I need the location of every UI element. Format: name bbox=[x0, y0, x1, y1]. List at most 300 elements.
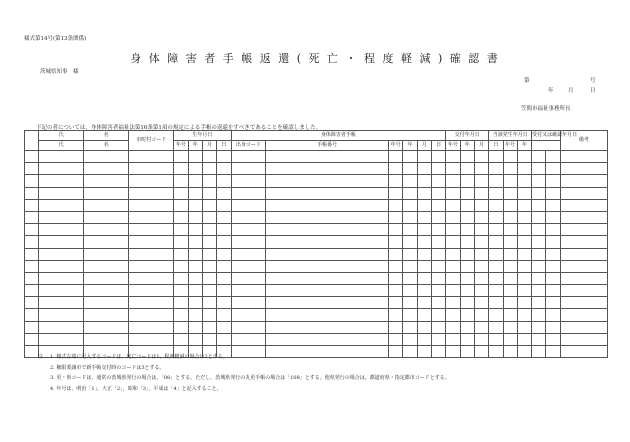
table-cell[interactable] bbox=[231, 199, 266, 211]
table-cell[interactable] bbox=[84, 199, 129, 211]
table-cell[interactable] bbox=[174, 272, 188, 284]
table-cell[interactable] bbox=[546, 321, 560, 333]
table-cell[interactable] bbox=[25, 199, 39, 211]
table-cell[interactable] bbox=[129, 187, 174, 199]
table-cell[interactable] bbox=[174, 224, 188, 236]
table-cell[interactable] bbox=[25, 333, 39, 345]
table-cell[interactable] bbox=[389, 199, 403, 211]
table-cell[interactable] bbox=[25, 346, 39, 358]
table-cell[interactable] bbox=[560, 163, 607, 175]
table-cell[interactable] bbox=[446, 175, 460, 187]
table-cell[interactable] bbox=[25, 285, 39, 297]
table-cell[interactable] bbox=[84, 248, 129, 260]
table-cell[interactable] bbox=[202, 321, 216, 333]
table-cell[interactable] bbox=[532, 297, 546, 309]
table-cell[interactable] bbox=[389, 309, 403, 321]
table-cell[interactable] bbox=[25, 151, 39, 163]
table-cell[interactable] bbox=[39, 199, 84, 211]
table-cell[interactable] bbox=[417, 236, 431, 248]
table-cell[interactable] bbox=[503, 224, 517, 236]
table-cell[interactable] bbox=[188, 187, 202, 199]
table-cell[interactable] bbox=[25, 297, 39, 309]
table-cell[interactable] bbox=[174, 297, 188, 309]
table-cell[interactable] bbox=[546, 175, 560, 187]
table-cell[interactable] bbox=[431, 248, 445, 260]
table-cell[interactable] bbox=[266, 309, 389, 321]
table-cell[interactable] bbox=[474, 297, 488, 309]
table-cell[interactable] bbox=[517, 175, 531, 187]
table-cell[interactable] bbox=[202, 187, 216, 199]
table-cell[interactable] bbox=[129, 248, 174, 260]
table-cell[interactable] bbox=[129, 163, 174, 175]
table-cell[interactable] bbox=[417, 199, 431, 211]
table-cell[interactable] bbox=[560, 175, 607, 187]
table-cell[interactable] bbox=[217, 187, 231, 199]
table-cell[interactable] bbox=[460, 333, 474, 345]
table-cell[interactable] bbox=[446, 309, 460, 321]
table-cell[interactable] bbox=[546, 236, 560, 248]
table-cell[interactable] bbox=[489, 285, 503, 297]
table-cell[interactable] bbox=[202, 211, 216, 223]
table-cell[interactable] bbox=[84, 236, 129, 248]
table-cell[interactable] bbox=[417, 248, 431, 260]
table-cell[interactable] bbox=[202, 333, 216, 345]
table-cell[interactable] bbox=[489, 333, 503, 345]
table-cell[interactable] bbox=[474, 224, 488, 236]
table-cell[interactable] bbox=[532, 285, 546, 297]
table-cell[interactable] bbox=[446, 187, 460, 199]
table-cell[interactable] bbox=[489, 248, 503, 260]
table-cell[interactable] bbox=[129, 309, 174, 321]
table-cell[interactable] bbox=[389, 163, 403, 175]
table-cell[interactable] bbox=[188, 297, 202, 309]
table-cell[interactable] bbox=[489, 321, 503, 333]
table-cell[interactable] bbox=[39, 309, 84, 321]
table-cell[interactable] bbox=[532, 151, 546, 163]
table-cell[interactable] bbox=[546, 211, 560, 223]
table-cell[interactable] bbox=[474, 211, 488, 223]
table-cell[interactable] bbox=[217, 297, 231, 309]
table-cell[interactable] bbox=[202, 309, 216, 321]
table-cell[interactable] bbox=[532, 248, 546, 260]
table-cell[interactable] bbox=[431, 333, 445, 345]
table-cell[interactable] bbox=[460, 297, 474, 309]
table-cell[interactable] bbox=[517, 272, 531, 284]
table-cell[interactable] bbox=[489, 175, 503, 187]
table-cell[interactable] bbox=[266, 175, 389, 187]
table-cell[interactable] bbox=[231, 309, 266, 321]
table-cell[interactable] bbox=[84, 272, 129, 284]
table-cell[interactable] bbox=[84, 285, 129, 297]
table-cell[interactable] bbox=[460, 285, 474, 297]
table-cell[interactable] bbox=[546, 199, 560, 211]
table-cell[interactable] bbox=[217, 309, 231, 321]
table-cell[interactable] bbox=[84, 321, 129, 333]
table-cell[interactable] bbox=[217, 321, 231, 333]
table-cell[interactable] bbox=[532, 321, 546, 333]
table-cell[interactable] bbox=[560, 199, 607, 211]
table-cell[interactable] bbox=[446, 333, 460, 345]
table-cell[interactable] bbox=[39, 236, 84, 248]
table-cell[interactable] bbox=[417, 297, 431, 309]
table-cell[interactable] bbox=[431, 297, 445, 309]
table-cell[interactable] bbox=[431, 309, 445, 321]
table-cell[interactable] bbox=[489, 297, 503, 309]
table-cell[interactable] bbox=[560, 309, 607, 321]
table-cell[interactable] bbox=[84, 151, 129, 163]
table-cell[interactable] bbox=[503, 309, 517, 321]
table-cell[interactable] bbox=[84, 309, 129, 321]
table-cell[interactable] bbox=[460, 199, 474, 211]
table-cell[interactable] bbox=[39, 224, 84, 236]
table-cell[interactable] bbox=[417, 260, 431, 272]
table-cell[interactable] bbox=[188, 260, 202, 272]
table-cell[interactable] bbox=[266, 321, 389, 333]
table-cell[interactable] bbox=[403, 285, 417, 297]
table-cell[interactable] bbox=[546, 151, 560, 163]
table-cell[interactable] bbox=[517, 163, 531, 175]
table-cell[interactable] bbox=[188, 285, 202, 297]
table-cell[interactable] bbox=[489, 199, 503, 211]
table-cell[interactable] bbox=[503, 163, 517, 175]
table-cell[interactable] bbox=[417, 272, 431, 284]
table-cell[interactable] bbox=[266, 285, 389, 297]
table-cell[interactable] bbox=[417, 333, 431, 345]
table-cell[interactable] bbox=[129, 333, 174, 345]
table-cell[interactable] bbox=[489, 163, 503, 175]
table-cell[interactable] bbox=[503, 236, 517, 248]
table-cell[interactable] bbox=[389, 211, 403, 223]
table-cell[interactable] bbox=[446, 248, 460, 260]
table-cell[interactable] bbox=[560, 151, 607, 163]
table-cell[interactable] bbox=[266, 199, 389, 211]
table-cell[interactable] bbox=[560, 272, 607, 284]
table-cell[interactable] bbox=[389, 175, 403, 187]
table-cell[interactable] bbox=[174, 211, 188, 223]
table-cell[interactable] bbox=[517, 211, 531, 223]
table-cell[interactable] bbox=[417, 163, 431, 175]
table-cell[interactable] bbox=[489, 211, 503, 223]
table-cell[interactable] bbox=[460, 211, 474, 223]
table-cell[interactable] bbox=[532, 272, 546, 284]
table-cell[interactable] bbox=[174, 309, 188, 321]
table-cell[interactable] bbox=[231, 211, 266, 223]
table-cell[interactable] bbox=[532, 211, 546, 223]
table-cell[interactable] bbox=[532, 175, 546, 187]
table-cell[interactable] bbox=[39, 248, 84, 260]
table-cell[interactable] bbox=[202, 272, 216, 284]
table-cell[interactable] bbox=[389, 236, 403, 248]
table-cell[interactable] bbox=[188, 199, 202, 211]
table-cell[interactable] bbox=[446, 163, 460, 175]
table-cell[interactable] bbox=[25, 163, 39, 175]
table-cell[interactable] bbox=[188, 248, 202, 260]
table-cell[interactable] bbox=[546, 224, 560, 236]
table-cell[interactable] bbox=[474, 333, 488, 345]
table-cell[interactable] bbox=[417, 187, 431, 199]
table-cell[interactable] bbox=[188, 175, 202, 187]
table-cell[interactable] bbox=[25, 187, 39, 199]
table-cell[interactable] bbox=[446, 211, 460, 223]
table-cell[interactable] bbox=[431, 163, 445, 175]
table-cell[interactable] bbox=[39, 297, 84, 309]
table-cell[interactable] bbox=[503, 260, 517, 272]
table-cell[interactable] bbox=[129, 151, 174, 163]
table-cell[interactable] bbox=[217, 175, 231, 187]
table-cell[interactable] bbox=[174, 236, 188, 248]
table-cell[interactable] bbox=[217, 260, 231, 272]
table-cell[interactable] bbox=[517, 199, 531, 211]
table-cell[interactable] bbox=[174, 187, 188, 199]
table-cell[interactable] bbox=[517, 333, 531, 345]
table-cell[interactable] bbox=[389, 224, 403, 236]
table-cell[interactable] bbox=[503, 175, 517, 187]
table-cell[interactable] bbox=[474, 260, 488, 272]
table-cell[interactable] bbox=[403, 163, 417, 175]
table-cell[interactable] bbox=[474, 285, 488, 297]
table-cell[interactable] bbox=[446, 321, 460, 333]
table-cell[interactable] bbox=[389, 297, 403, 309]
table-cell[interactable] bbox=[202, 248, 216, 260]
table-cell[interactable] bbox=[517, 224, 531, 236]
table-cell[interactable] bbox=[474, 163, 488, 175]
table-cell[interactable] bbox=[217, 224, 231, 236]
table-cell[interactable] bbox=[174, 199, 188, 211]
table-cell[interactable] bbox=[129, 211, 174, 223]
table-cell[interactable] bbox=[403, 236, 417, 248]
table-cell[interactable] bbox=[39, 175, 84, 187]
table-cell[interactable] bbox=[431, 260, 445, 272]
table-cell[interactable] bbox=[560, 187, 607, 199]
table-cell[interactable] bbox=[517, 346, 531, 358]
table-cell[interactable] bbox=[403, 248, 417, 260]
table-cell[interactable] bbox=[517, 187, 531, 199]
table-cell[interactable] bbox=[460, 346, 474, 358]
table-cell[interactable] bbox=[84, 333, 129, 345]
table-cell[interactable] bbox=[560, 260, 607, 272]
table-cell[interactable] bbox=[474, 199, 488, 211]
table-cell[interactable] bbox=[188, 211, 202, 223]
table-cell[interactable] bbox=[474, 187, 488, 199]
table-cell[interactable] bbox=[129, 175, 174, 187]
table-cell[interactable] bbox=[546, 260, 560, 272]
table-cell[interactable] bbox=[417, 175, 431, 187]
table-cell[interactable] bbox=[217, 163, 231, 175]
table-cell[interactable] bbox=[546, 272, 560, 284]
table-cell[interactable] bbox=[532, 333, 546, 345]
table-cell[interactable] bbox=[431, 187, 445, 199]
table-cell[interactable] bbox=[503, 187, 517, 199]
table-cell[interactable] bbox=[503, 346, 517, 358]
table-cell[interactable] bbox=[560, 211, 607, 223]
table-cell[interactable] bbox=[174, 285, 188, 297]
table-cell[interactable] bbox=[417, 151, 431, 163]
table-cell[interactable] bbox=[403, 272, 417, 284]
table-cell[interactable] bbox=[188, 309, 202, 321]
table-cell[interactable] bbox=[503, 333, 517, 345]
table-cell[interactable] bbox=[39, 187, 84, 199]
table-cell[interactable] bbox=[231, 163, 266, 175]
table-cell[interactable] bbox=[417, 309, 431, 321]
table-cell[interactable] bbox=[403, 260, 417, 272]
table-cell[interactable] bbox=[231, 236, 266, 248]
table-cell[interactable] bbox=[460, 236, 474, 248]
table-cell[interactable] bbox=[129, 224, 174, 236]
table-cell[interactable] bbox=[202, 151, 216, 163]
table-cell[interactable] bbox=[129, 297, 174, 309]
table-cell[interactable] bbox=[417, 224, 431, 236]
table-cell[interactable] bbox=[517, 236, 531, 248]
table-cell[interactable] bbox=[517, 309, 531, 321]
table-cell[interactable] bbox=[560, 333, 607, 345]
table-cell[interactable] bbox=[389, 151, 403, 163]
table-cell[interactable] bbox=[266, 297, 389, 309]
table-cell[interactable] bbox=[446, 151, 460, 163]
table-cell[interactable] bbox=[129, 285, 174, 297]
table-cell[interactable] bbox=[460, 260, 474, 272]
table-cell[interactable] bbox=[403, 321, 417, 333]
table-cell[interactable] bbox=[503, 211, 517, 223]
table-cell[interactable] bbox=[517, 285, 531, 297]
table-cell[interactable] bbox=[266, 260, 389, 272]
table-cell[interactable] bbox=[231, 187, 266, 199]
table-cell[interactable] bbox=[403, 187, 417, 199]
table-cell[interactable] bbox=[503, 248, 517, 260]
table-cell[interactable] bbox=[503, 321, 517, 333]
table-cell[interactable] bbox=[460, 224, 474, 236]
table-cell[interactable] bbox=[266, 151, 389, 163]
table-cell[interactable] bbox=[446, 224, 460, 236]
table-cell[interactable] bbox=[446, 285, 460, 297]
table-cell[interactable] bbox=[129, 199, 174, 211]
table-cell[interactable] bbox=[460, 321, 474, 333]
table-cell[interactable] bbox=[202, 199, 216, 211]
table-cell[interactable] bbox=[174, 175, 188, 187]
table-cell[interactable] bbox=[389, 260, 403, 272]
table-cell[interactable] bbox=[39, 260, 84, 272]
table-cell[interactable] bbox=[489, 346, 503, 358]
table-cell[interactable] bbox=[446, 236, 460, 248]
table-cell[interactable] bbox=[231, 248, 266, 260]
table-cell[interactable] bbox=[431, 224, 445, 236]
table-cell[interactable] bbox=[403, 309, 417, 321]
table-cell[interactable] bbox=[25, 224, 39, 236]
table-cell[interactable] bbox=[84, 260, 129, 272]
table-cell[interactable] bbox=[546, 297, 560, 309]
table-cell[interactable] bbox=[431, 285, 445, 297]
table-cell[interactable] bbox=[431, 151, 445, 163]
table-cell[interactable] bbox=[517, 151, 531, 163]
table-cell[interactable] bbox=[532, 260, 546, 272]
table-cell[interactable] bbox=[489, 151, 503, 163]
table-cell[interactable] bbox=[25, 272, 39, 284]
table-cell[interactable] bbox=[560, 297, 607, 309]
table-cell[interactable] bbox=[266, 333, 389, 345]
table-cell[interactable] bbox=[431, 272, 445, 284]
table-cell[interactable] bbox=[517, 260, 531, 272]
table-cell[interactable] bbox=[84, 297, 129, 309]
table-cell[interactable] bbox=[460, 187, 474, 199]
table-cell[interactable] bbox=[546, 285, 560, 297]
table-cell[interactable] bbox=[460, 163, 474, 175]
table-cell[interactable] bbox=[188, 236, 202, 248]
table-cell[interactable] bbox=[460, 272, 474, 284]
table-cell[interactable] bbox=[84, 224, 129, 236]
table-cell[interactable] bbox=[217, 236, 231, 248]
table-cell[interactable] bbox=[532, 236, 546, 248]
table-cell[interactable] bbox=[231, 333, 266, 345]
table-cell[interactable] bbox=[446, 272, 460, 284]
table-cell[interactable] bbox=[503, 272, 517, 284]
table-cell[interactable] bbox=[446, 260, 460, 272]
table-cell[interactable] bbox=[129, 272, 174, 284]
table-cell[interactable] bbox=[231, 224, 266, 236]
table-cell[interactable] bbox=[266, 224, 389, 236]
table-cell[interactable] bbox=[417, 211, 431, 223]
table-cell[interactable] bbox=[560, 346, 607, 358]
table-cell[interactable] bbox=[431, 211, 445, 223]
table-cell[interactable] bbox=[188, 321, 202, 333]
table-cell[interactable] bbox=[84, 187, 129, 199]
table-cell[interactable] bbox=[129, 321, 174, 333]
table-cell[interactable] bbox=[503, 151, 517, 163]
table-cell[interactable] bbox=[503, 297, 517, 309]
table-cell[interactable] bbox=[202, 297, 216, 309]
table-cell[interactable] bbox=[546, 187, 560, 199]
table-cell[interactable] bbox=[389, 187, 403, 199]
table-cell[interactable] bbox=[84, 175, 129, 187]
table-cell[interactable] bbox=[474, 236, 488, 248]
table-cell[interactable] bbox=[217, 285, 231, 297]
table-cell[interactable] bbox=[532, 199, 546, 211]
table-cell[interactable] bbox=[217, 248, 231, 260]
table-cell[interactable] bbox=[446, 297, 460, 309]
table-cell[interactable] bbox=[460, 309, 474, 321]
table-cell[interactable] bbox=[474, 309, 488, 321]
table-cell[interactable] bbox=[25, 211, 39, 223]
table-cell[interactable] bbox=[489, 236, 503, 248]
table-cell[interactable] bbox=[417, 285, 431, 297]
table-cell[interactable] bbox=[489, 187, 503, 199]
table-cell[interactable] bbox=[389, 248, 403, 260]
table-cell[interactable] bbox=[188, 333, 202, 345]
table-cell[interactable] bbox=[174, 321, 188, 333]
table-cell[interactable] bbox=[532, 346, 546, 358]
table-cell[interactable] bbox=[532, 163, 546, 175]
table-cell[interactable] bbox=[217, 151, 231, 163]
table-cell[interactable] bbox=[231, 285, 266, 297]
table-cell[interactable] bbox=[129, 236, 174, 248]
table-cell[interactable] bbox=[84, 163, 129, 175]
table-cell[interactable] bbox=[188, 151, 202, 163]
table-cell[interactable] bbox=[560, 285, 607, 297]
table-cell[interactable] bbox=[560, 224, 607, 236]
table-cell[interactable] bbox=[474, 151, 488, 163]
table-cell[interactable] bbox=[403, 175, 417, 187]
table-cell[interactable] bbox=[403, 333, 417, 345]
table-cell[interactable] bbox=[517, 248, 531, 260]
table-cell[interactable] bbox=[474, 272, 488, 284]
table-cell[interactable] bbox=[84, 211, 129, 223]
table-cell[interactable] bbox=[188, 163, 202, 175]
table-cell[interactable] bbox=[188, 272, 202, 284]
table-cell[interactable] bbox=[431, 321, 445, 333]
table-cell[interactable] bbox=[25, 248, 39, 260]
table-cell[interactable] bbox=[546, 248, 560, 260]
table-cell[interactable] bbox=[266, 248, 389, 260]
table-cell[interactable] bbox=[546, 333, 560, 345]
table-cell[interactable] bbox=[403, 211, 417, 223]
